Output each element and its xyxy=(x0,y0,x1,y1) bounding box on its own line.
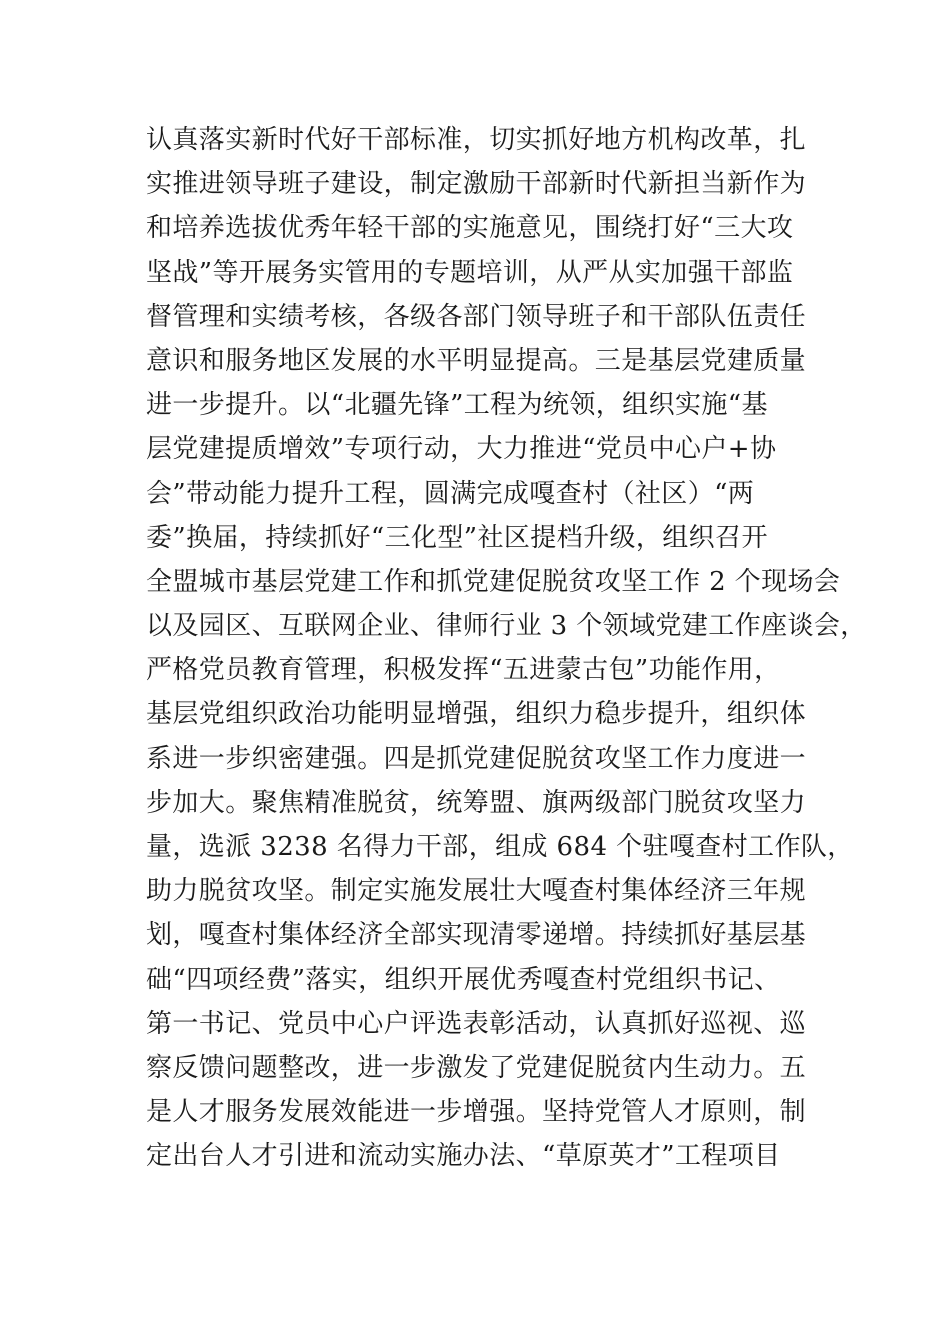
text-line: 是人才服务发展效能进一步增强。坚持党管人才原则，制 xyxy=(146,1097,807,1128)
text-line: 系进一步织密建强。四是抓党建促脱贫攻坚工作力度进一 xyxy=(146,743,807,774)
text-line: 助力脱贫攻坚。制定实施发展壮大嘎查村集体经济三年规 xyxy=(146,876,807,907)
text-line: 察反馈问题整改，进一步激发了党建促脱贫内生动力。五 xyxy=(146,1052,807,1083)
text-line: 和培养选拔优秀年轻干部的实施意见，围绕打好“三大攻 xyxy=(146,213,794,244)
text-line: 实推进领导班子建设，制定激励干部新时代新担当新作为 xyxy=(146,169,807,200)
text-line: 步加大。聚焦精准脱贫，统筹盟、旗两级部门脱贫攻坚力 xyxy=(146,787,807,818)
text-line: 坚战”等开展务实管用的专题培训，从严从实加强干部监 xyxy=(146,257,794,288)
text-line: 以及园区、互联网企业、律师行业 3 个领域党建工作座谈会， xyxy=(146,611,867,642)
text-line: 督管理和实绩考核，各级各部门领导班子和干部队伍责任 xyxy=(146,301,807,332)
text-line: 基层党组织政治功能明显增强，组织力稳步提升，组织体 xyxy=(146,699,807,730)
text-line: 第一书记、党员中心户评选表彰活动，认真抓好巡视、巡 xyxy=(146,1008,807,1039)
text-line: 定出台人才引进和流动实施办法、“草原英才”工程项目 xyxy=(146,1141,781,1172)
text-line: 全盟城市基层党建工作和抓党建促脱贫攻坚工作 2 个现场会 xyxy=(146,566,841,597)
text-line: 划，嘎查村集体经济全部实现清零递增。持续抓好基层基 xyxy=(146,920,807,951)
text-line: 会”带动能力提升工程，圆满完成嘎查村（社区）“两 xyxy=(146,478,755,509)
text-line: 层党建提质增效”专项行动，大力推进“党员中心户+协 xyxy=(146,434,777,465)
text-line: 委”换届，持续抓好“三化型”社区提档升级，组织召开 xyxy=(146,522,768,553)
text-line: 进一步提升。以“北疆先锋”工程为统领，组织实施“基 xyxy=(146,390,768,421)
text-line: 严格党员教育管理，积极发挥“五进蒙古包”功能作用， xyxy=(146,655,781,686)
text-line: 量，选派 3238 名得力干部，组成 684 个驻嘎查村工作队， xyxy=(146,832,854,862)
text-line: 意识和服务地区发展的水平明显提高。三是基层党建质量 xyxy=(146,345,807,376)
text-line: 础“四项经费”落实，组织开展优秀嘎查村党组织书记、 xyxy=(146,964,781,995)
body-text xyxy=(146,118,867,1179)
text-line: 认真落实新时代好干部标准，切实抓好地方机构改革，扎 xyxy=(146,125,807,155)
